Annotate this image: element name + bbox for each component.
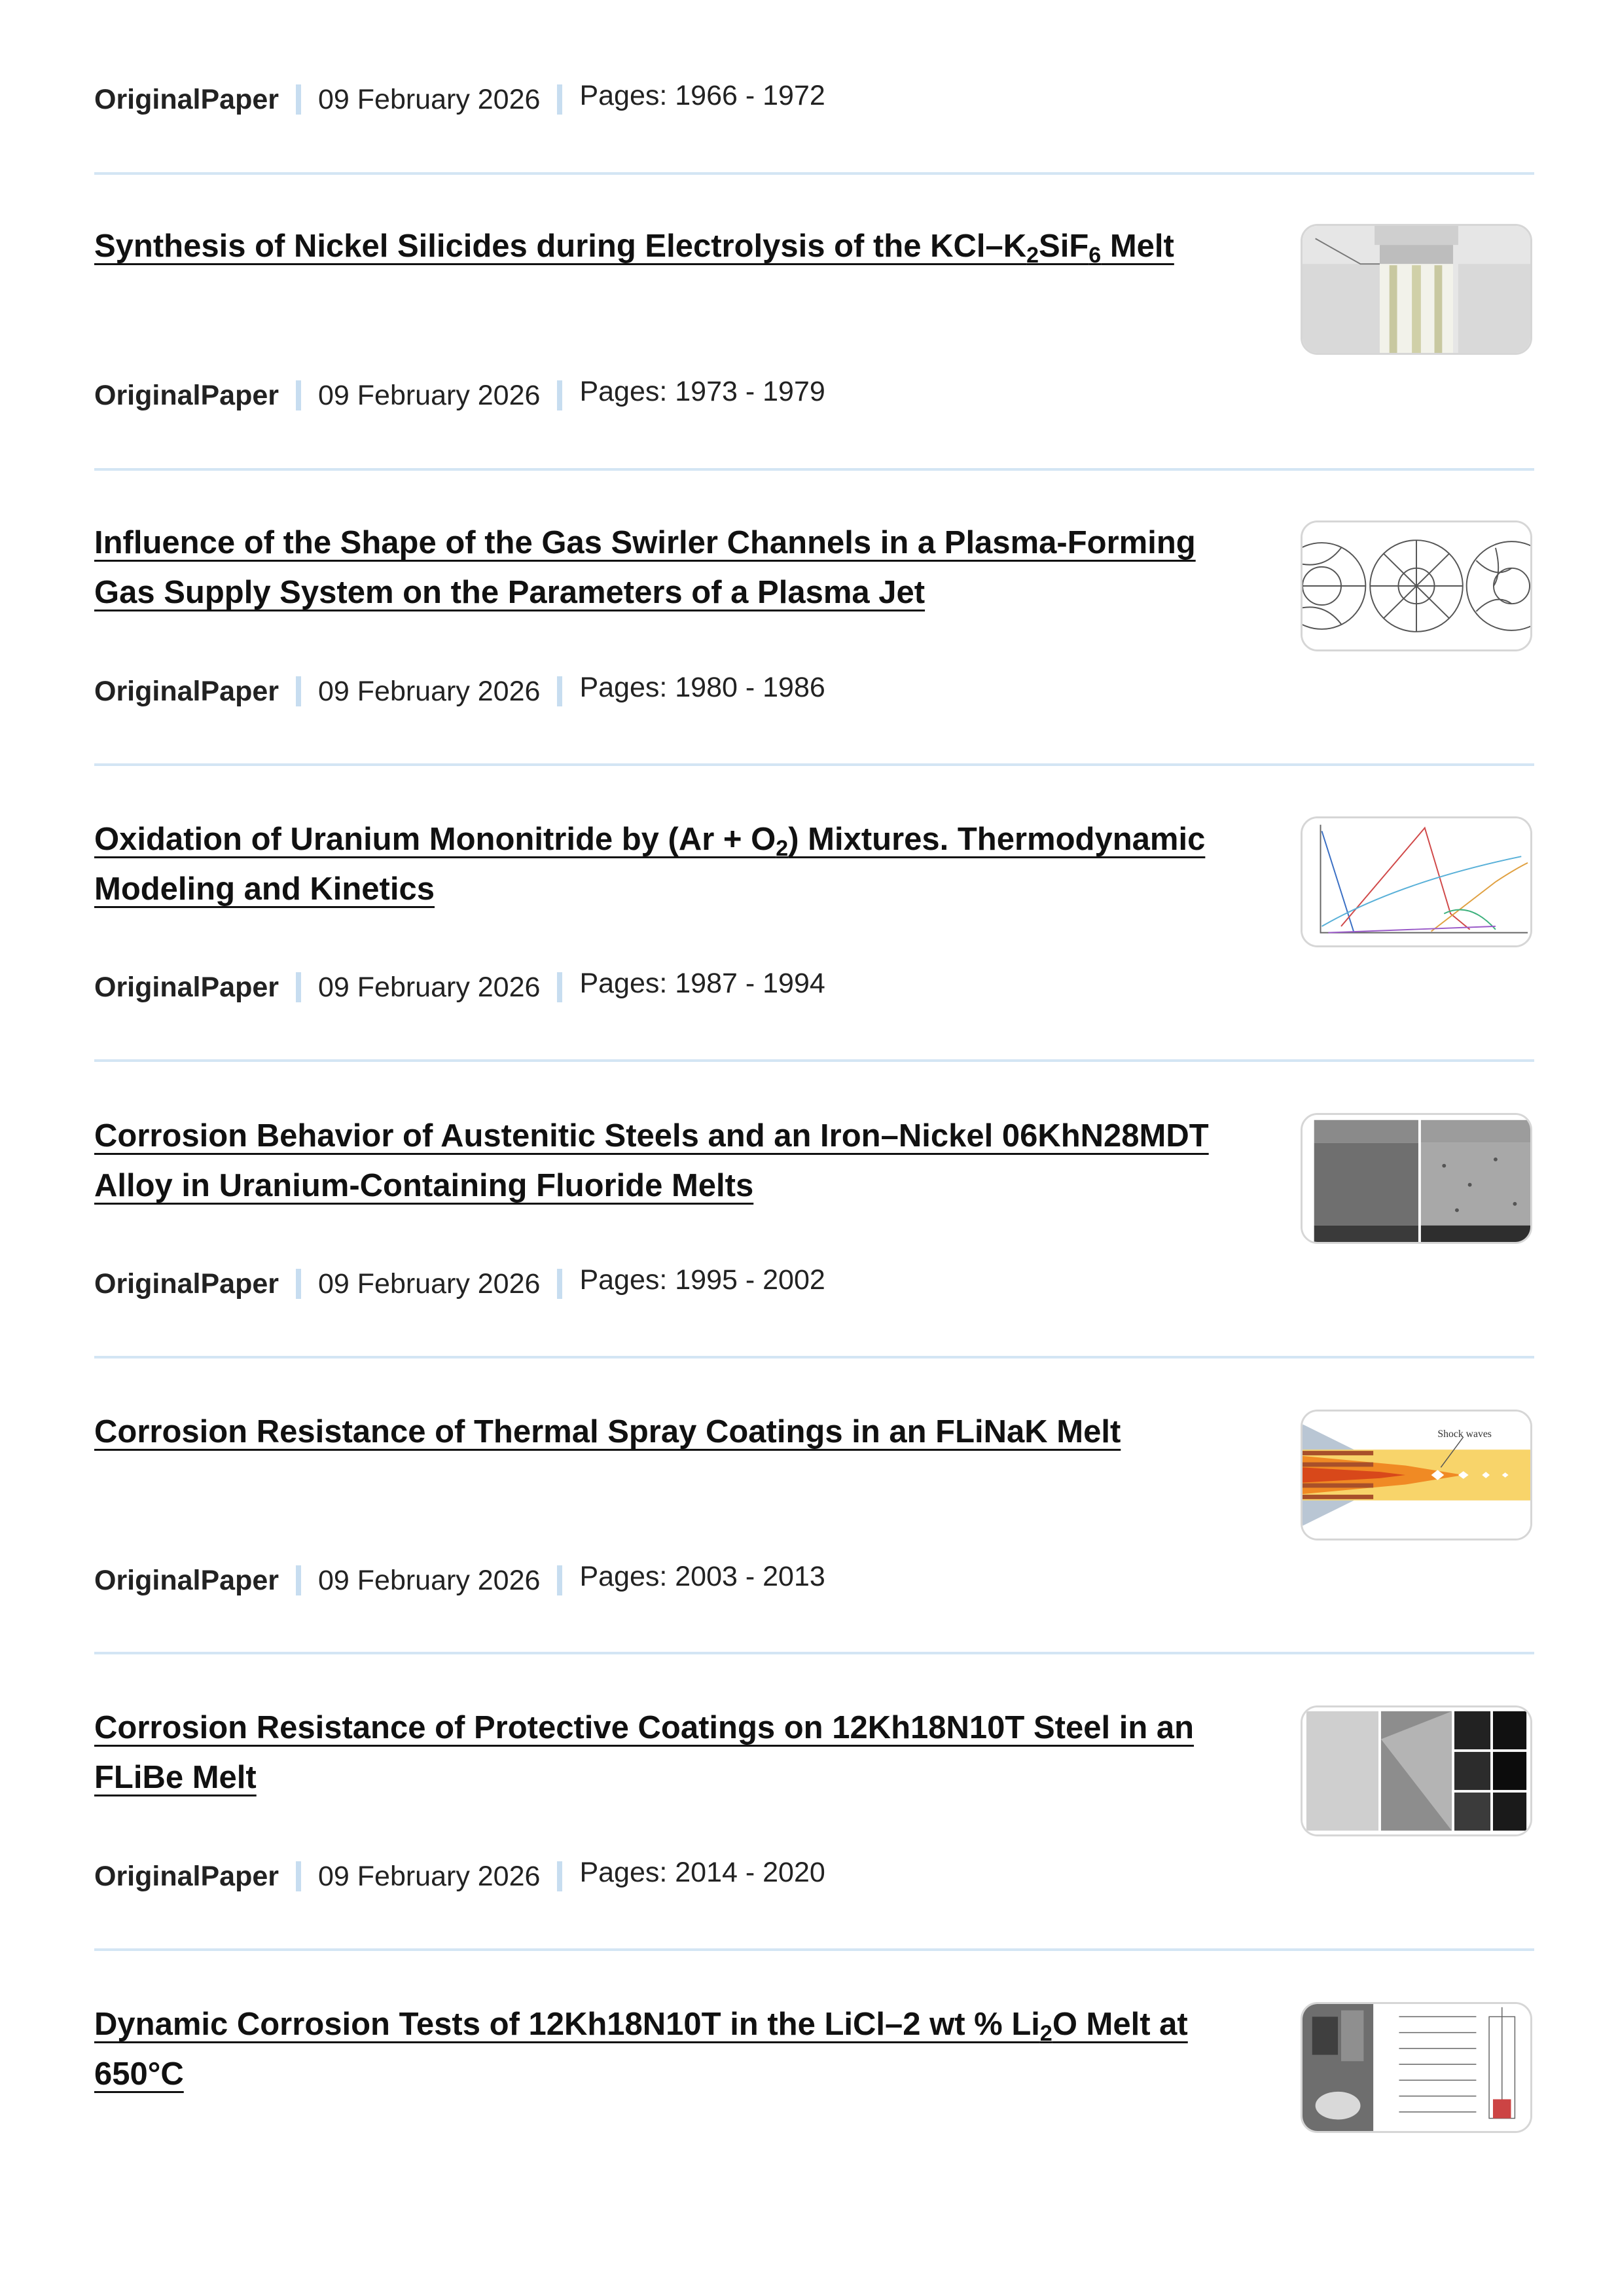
article-meta <box>94 80 825 119</box>
article-title <box>94 1999 1246 2099</box>
sem-images-icon[interactable] <box>1301 1705 1532 1836</box>
article-pages: Pages: 1980 - 1986 <box>579 671 825 703</box>
meta-separator <box>557 1565 562 1595</box>
article-title-link[interactable]: Oxidation of Uranium Mononitride by $(Ar + O_2)$ Mixtures. Thermodynamic Modeling and Kinetics <box>94 822 1206 907</box>
article-type: OriginalPaper <box>94 379 279 411</box>
meta-separator <box>296 1565 301 1595</box>
article-date: 09 February 2026 <box>317 1564 541 1596</box>
swirler-channels-drawing-icon[interactable] <box>1301 520 1532 651</box>
article-title <box>94 1407 1246 1457</box>
article-title <box>94 518 1246 617</box>
article-date: 09 February 2026 <box>317 675 541 707</box>
article-date: 09 February 2026 <box>317 83 541 115</box>
article-date: 09 February 2026 <box>317 971 541 1003</box>
divider <box>94 468 1534 471</box>
article-title-link[interactable]: Corrosion Behavior of Austenitic Steels and an Iron–Nickel 06KhN28MDT Alloy in Uranium-Containing Fluoride Melts <box>94 1118 1209 1203</box>
article-type: OriginalPaper <box>94 1860 279 1892</box>
divider <box>94 1356 1534 1358</box>
article-meta <box>94 672 825 711</box>
article-title <box>94 814 1246 914</box>
thermodynamic-plot-icon[interactable] <box>1301 816 1532 947</box>
article-meta <box>94 968 825 1007</box>
thumb-label: Shock waves <box>1437 1428 1492 1440</box>
meta-separator <box>296 972 301 1002</box>
divider <box>94 763 1534 766</box>
meta-separator <box>557 676 562 706</box>
meta-separator <box>296 1269 301 1299</box>
meta-separator <box>296 676 301 706</box>
meta-separator <box>557 380 562 410</box>
article-pages: Pages: 1987 - 1994 <box>579 967 825 999</box>
article-title-link[interactable]: Influence of the Shape of the Gas Swirler Channels in a Plasma-Forming Gas Supply System on the Parameters of a Plasma Jet <box>94 525 1196 610</box>
article-type: OriginalPaper <box>94 675 279 707</box>
article-pages: Pages: 1973 - 1979 <box>579 375 825 407</box>
article-pages: Pages: 1966 - 1972 <box>579 79 825 111</box>
article-date: 09 February 2026 <box>317 379 541 411</box>
article-date: 09 February 2026 <box>317 1860 541 1892</box>
electrolysis-cell-diagram-icon[interactable] <box>1301 224 1532 355</box>
article-title-link[interactable]: Dynamic Corrosion Tests of 12Kh18N10T in the LiCl–2 wt % $Li_2O$ Melt at 650°C <box>94 2007 1188 2092</box>
divider <box>94 1059 1534 1062</box>
divider <box>94 172 1534 175</box>
meta-separator <box>296 1861 301 1891</box>
article-pages: Pages: 2003 - 2013 <box>579 1560 825 1592</box>
divider <box>94 1652 1534 1654</box>
article-meta <box>94 376 825 415</box>
article-title <box>94 221 1246 271</box>
meta-separator <box>557 84 562 115</box>
meta-separator <box>557 1861 562 1891</box>
article-type: OriginalPaper <box>94 83 279 115</box>
article-type: OriginalPaper <box>94 1267 279 1300</box>
article-title-link[interactable]: Corrosion Resistance of Thermal Spray Coatings in an FLiNaK Melt <box>94 1414 1121 1449</box>
article-meta <box>94 1857 825 1896</box>
article-pages: Pages: 2014 - 2020 <box>579 1856 825 1888</box>
article-type: OriginalPaper <box>94 971 279 1003</box>
article-type: OriginalPaper <box>94 1564 279 1596</box>
article-title-link[interactable]: Corrosion Resistance of Protective Coatings on 12Kh18N10T Steel in an FLiBe Melt <box>94 1710 1195 1795</box>
meta-separator <box>296 84 301 115</box>
meta-separator <box>296 380 301 410</box>
spray-jet-diagram-icon[interactable] <box>1301 1410 1532 1540</box>
article-title-link[interactable]: Synthesis of Nickel Silicides during Electrolysis of the KCl–$K_2SiF_6$ Melt <box>94 228 1174 268</box>
article-date: 09 February 2026 <box>317 1267 541 1300</box>
meta-separator <box>557 972 562 1002</box>
divider <box>94 1948 1534 1951</box>
test-setup-photo-icon[interactable] <box>1301 2002 1532 2133</box>
micrograph-icon[interactable] <box>1301 1113 1532 1244</box>
article-meta <box>94 1561 825 1600</box>
article-title <box>94 1703 1246 1802</box>
meta-separator <box>557 1269 562 1299</box>
article-title <box>94 1111 1246 1211</box>
article-meta <box>94 1264 825 1303</box>
article-pages: Pages: 1995 - 2002 <box>579 1264 825 1296</box>
